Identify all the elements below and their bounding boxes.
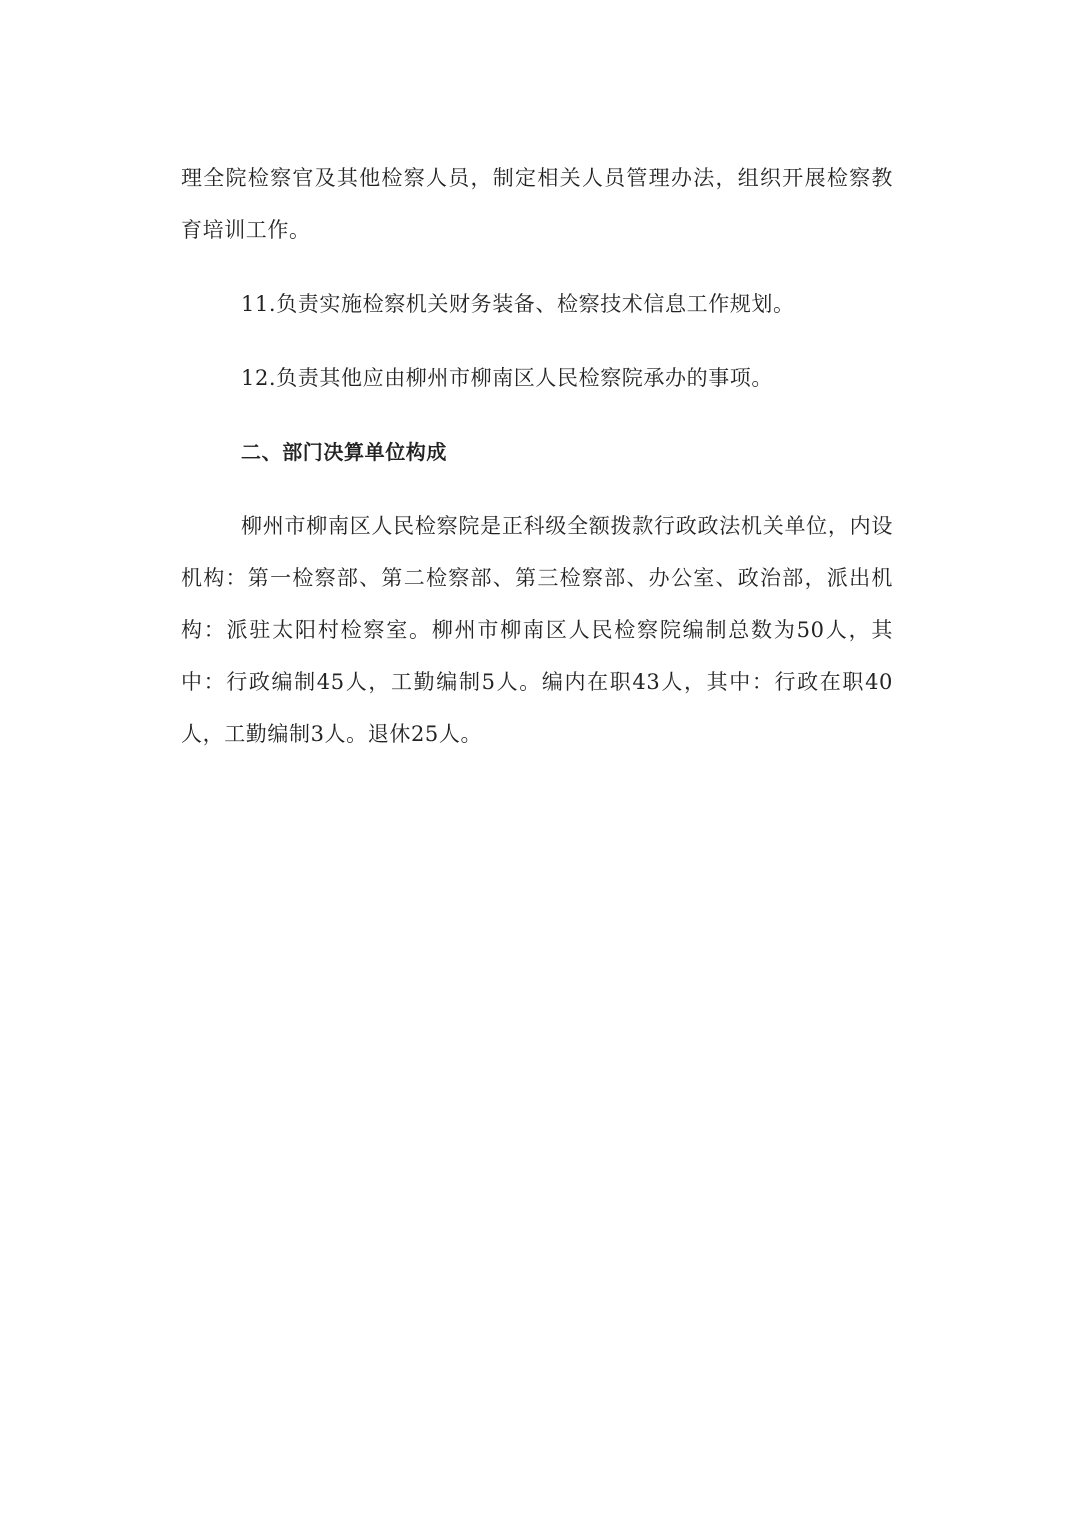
paragraph-item-12: 12.负责其他应由柳州市柳南区人民检察院承办的事项。 [241, 366, 773, 390]
paragraph-continuation: 理全院检察官及其他检察人员，制定相关人员管理办法，组织开展检察教育培训工作。 [181, 166, 893, 242]
section-heading: 二、部门决算单位构成 [241, 440, 447, 464]
section-body-paragraph: 柳州市柳南区人民检察院是正科级全额拨款行政政法机关单位，内设机构：第一检察部、第二检察部、第三检察部、办公室、政治部，派出机构：派驻太阳村检察室。柳州市柳南区人民检察院编制总数为50人，其中：行政编制45人，工勤编制5人。编内在职43人，其中：行政在职40人，工勤编制3人。退休25人。 [181, 514, 893, 746]
document-body [181, 152, 893, 760]
paragraph-item-11: 11.负责实施检察机关财务装备、检察技术信息工作规划。 [241, 292, 795, 316]
